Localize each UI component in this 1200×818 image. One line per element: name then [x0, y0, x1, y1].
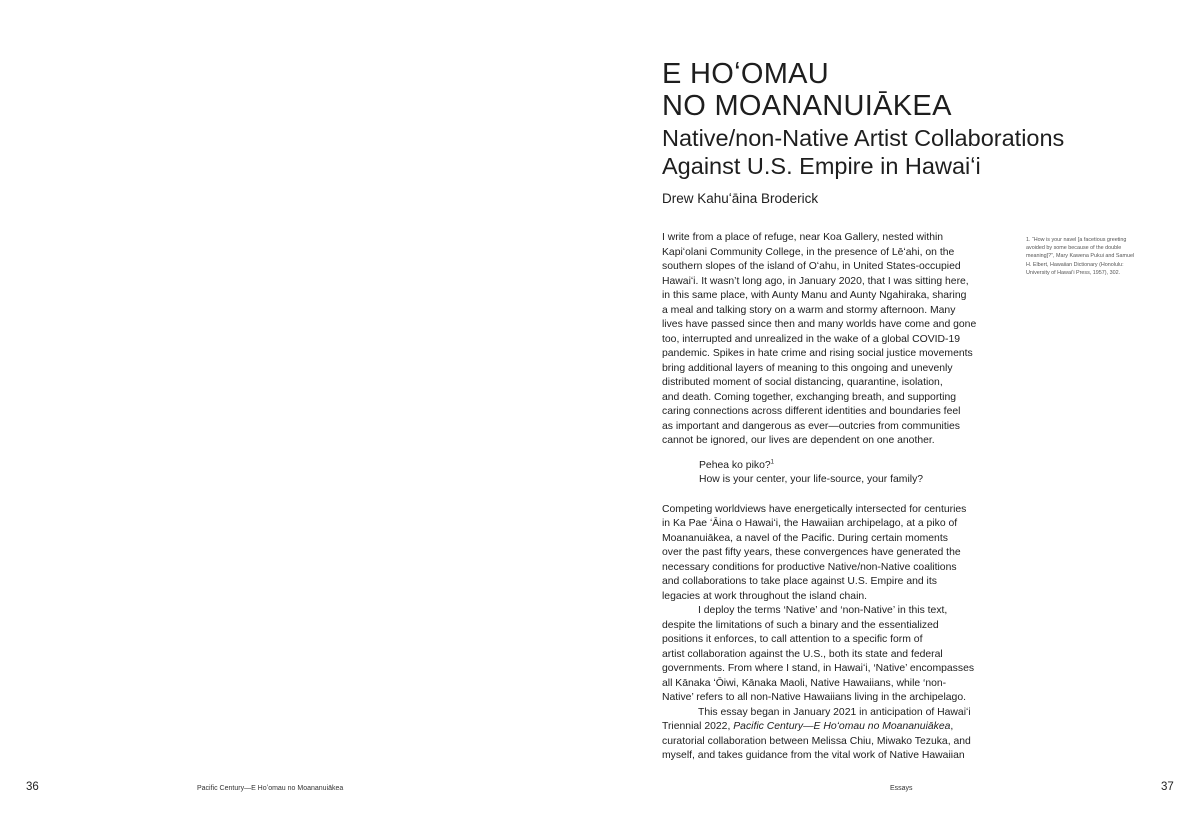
essay-body: [662, 231, 1007, 764]
block-quote: [662, 459, 1007, 488]
footnote-line: 1. “How is your navel [a facetious greeting: [1026, 237, 1127, 243]
text-line: despite the limitations of such a binary and the essentialized: [662, 619, 939, 631]
text-line: in Ka Pae ʻĀina o Hawaiʻi, the Hawaiian archipelago, at a piko of: [662, 518, 958, 529]
text-line: over the past fifty years, these convergences have generated the: [662, 547, 961, 558]
text-line: and collaborations to take place against U.S. Empire and its: [662, 576, 937, 587]
title-line: NO MOANANUIĀKEA: [662, 90, 952, 122]
essay-subtitle: [662, 124, 1064, 180]
text-line: curatorial collaboration between Melissa Chiu, Miwako Tezuka, and: [662, 735, 971, 747]
exhibition-title: Pacific Century—E Hoʻomau no Moananuiākea: [733, 721, 951, 732]
text-line: [662, 720, 1007, 735]
text-line: lives have passed since then and many worlds have come and gone: [662, 319, 977, 330]
text-line: caring connections across different identities and boundaries feel: [662, 406, 961, 417]
running-head-left: Pacific Century—E Hoʻomau no Moananuiākea: [197, 785, 344, 792]
quote-text: Pehea ko piko?: [699, 459, 771, 471]
text-fragment: Triennial 2022,: [662, 721, 734, 732]
footnote-marker: 1: [770, 459, 774, 466]
text-line: in this same place, with Aunty Manu and Aunty Ngahiraka, sharing: [662, 290, 967, 301]
text-line: southern slopes of the island of Oʻahu, in United States-occupied: [662, 261, 961, 272]
page-number-left: 36: [26, 781, 39, 793]
quote-line: How is your center, your life-source, your family?: [699, 474, 924, 485]
text-line: a meal and talking story on a warm and stormy afternoon. Many: [662, 304, 956, 316]
text-line: governments. From where I stand, in Hawaiʻi, ‘Native’ encompasses: [662, 663, 975, 674]
author-byline: Drew Kahuʻāina Broderick: [662, 191, 819, 206]
subtitle-line: Against U.S. Empire in Hawaiʻi: [662, 153, 981, 179]
text-line: myself, and takes guidance from the vital work of Native Hawaiian: [662, 750, 965, 761]
text-line: legacies at work throughout the island chain.: [662, 590, 868, 602]
text-line: all Kānaka ʻŌiwi, Kānaka Maoli, Native Hawaiians, while ‘non-: [662, 677, 947, 689]
text-line: cannot be ignored, our lives are dependent on one another.: [662, 435, 935, 446]
text-line: Kapiʻolani Community College, in the presence of Lēʻahi, on the: [662, 246, 955, 258]
text-line: This essay began in January 2021 in anticipation of Hawaiʻi: [698, 706, 971, 718]
footnote-line: University of Hawaiʻi Press, 1957), 302.: [1026, 269, 1121, 276]
footnote: [1026, 236, 1134, 277]
text-line: too, interrupted and unrealized in the wake of a global COVID-19: [662, 333, 961, 345]
text-line: and death. Coming together, exchanging breath, and supporting: [662, 391, 957, 403]
text-line: Hawaiʻi. It wasn’t long ago, in January 2020, that I was sitting here,: [662, 275, 969, 287]
paragraph: [662, 503, 1007, 605]
text-line: I deploy the terms ‘Native’ and ‘non-Native’ in this text,: [698, 605, 948, 616]
paragraph: [662, 231, 1007, 449]
text-line: necessary conditions for productive Native/non-Native coalitions: [662, 561, 957, 573]
text-line: I write from a place of refuge, near Koa Gallery, nested within: [662, 232, 944, 243]
paragraph: [662, 604, 1007, 706]
quote-line: [699, 459, 1007, 474]
footnote-line: avoided by some because of the double: [1026, 245, 1122, 252]
text-line: Native’ refers to all non-Native Hawaiians living in the archipelago.: [662, 692, 966, 703]
text-line: as important and dangerous as ever—outcries from communities: [662, 420, 961, 432]
essay-title: [662, 58, 952, 122]
subtitle-line: Native/non-Native Artist Collaborations: [662, 125, 1065, 151]
footnote-line: meaning]?”, Mary Kawena Pukui and Samuel: [1026, 253, 1135, 260]
page-number-right: 37: [1161, 781, 1174, 793]
footnote-line: H. Elbert, Hawaiian Dictionary (Honolulu:: [1026, 261, 1124, 268]
text-fragment: ,: [950, 721, 954, 732]
text-line: Moananuiākea, a navel of the Pacific. During certain moments: [662, 532, 948, 544]
text-line: Competing worldviews have energetically intersected for centuries: [662, 503, 967, 515]
running-head-right: Essays: [890, 785, 913, 792]
text-line: bring additional layers of meaning to this ongoing and unevenly: [662, 362, 953, 374]
text-line: distributed moment of social distancing, quarantine, isolation,: [662, 377, 943, 388]
text-line: pandemic. Spikes in hate crime and rising social justice movements: [662, 348, 973, 359]
text-line: artist collaboration against the U.S., both its state and federal: [662, 648, 943, 660]
title-line: E HOʻOMAU: [662, 58, 830, 90]
paragraph: [662, 706, 1007, 764]
text-line: positions it enforces, to call attention to a specific form of: [662, 634, 923, 645]
